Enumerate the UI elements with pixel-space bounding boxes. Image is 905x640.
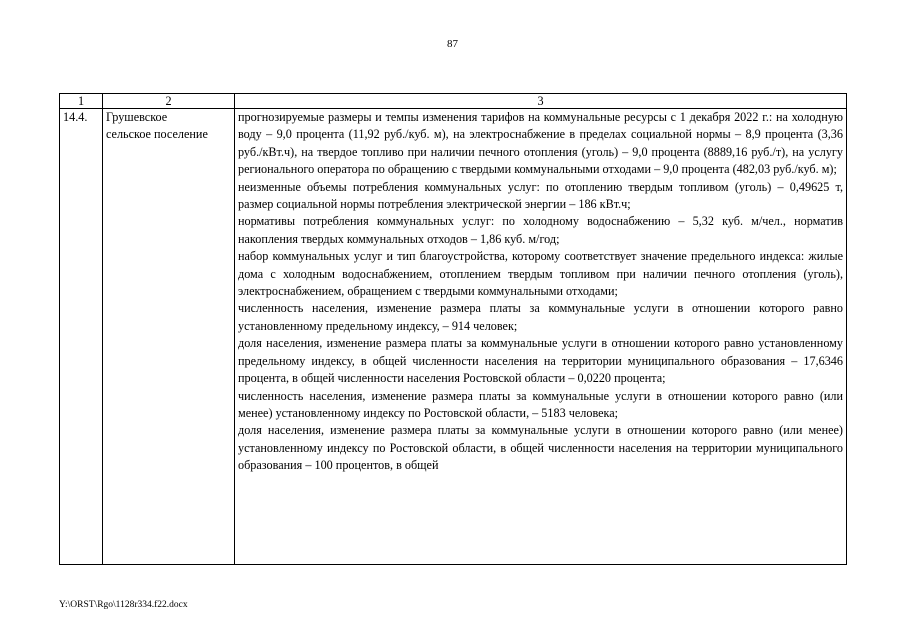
settlement-name-line-2: сельское поселение xyxy=(106,127,208,142)
paragraph-population-count: численность населения, изменение размера платы за коммунальные услуги в отношении которого равно установленному предельному индексу, – 914 человек; xyxy=(238,301,843,333)
document-file-path: Y:\ORST\Rgo\1128r334.f22.docx xyxy=(59,600,188,610)
paragraph-norms: нормативы потребления коммунальных услуг: по холодному водоснабжению – 5,32 куб. м/чел., норматив накопления твердых коммунальных отходов – 1,86 куб. м/год; xyxy=(238,214,843,246)
paragraph-consumption-volumes: неизменные объемы потребления коммунальных услуг: по отоплению твердым топливом (уголь) – 0,49625 т, размер социальной нормы потребления электрической энергии – 186 кВт.ч; xyxy=(238,179,843,212)
header-col-2: 2 xyxy=(103,94,235,109)
paragraph-population-share: доля населения, изменение размера платы за коммунальные услуги в отношении которого равно установленному предельному индексу, в общей численности населения на территории муниципального образования – 17,6346 процента, в общей численности населения Ростовской области – 0,0220 процента; xyxy=(238,336,843,386)
tariff-table xyxy=(59,93,847,565)
description-cell xyxy=(235,109,847,565)
paragraph-population-share-regional: доля населения, изменение размера платы за коммунальные услуги в отношении которого равно (или менее) установленному индексу по Ростовской области, в общей численности населения на территории муниципального образования – 100 процентов, в общей xyxy=(238,423,843,473)
settlement-name xyxy=(103,109,235,565)
paragraph-population-count-regional: численность населения, изменение размера платы за коммунальные услуги в отношении которого равно (или менее) установленному индексу по Ростовской области, – 5183 человека; xyxy=(238,388,843,420)
paragraph-tariffs: прогнозируемые размеры и темпы изменения тарифов на коммунальные ресурсы с 1 декабря 2022 г.: на холодную воду – 9,0 процента (11,92 руб./куб. м), на электроснабжение в пределах социальной нормы – 8,9 процента (3,36 руб./кВт.ч), на твердое топливо при наличии печного отопления (уголь) – 9,0 процента (8889,16 руб./т), на услугу регионального оператора по обращению с твердыми коммунальными отходами – 9,0 процента (482,03 руб./куб. м); xyxy=(238,110,843,177)
page-number: 87 xyxy=(447,38,458,50)
header-col-1: 1 xyxy=(60,94,103,109)
row-number: 14.4. xyxy=(60,109,103,565)
settlement-name-line-1: Грушевское xyxy=(106,110,168,124)
table-row xyxy=(60,109,847,565)
paragraph-services-set: набор коммунальных услуг и тип благоустройства, которому соответствует значение предельного индекса: жилые дома с холодным водоснабжением, отоплением твердым топливом при наличии печного отопления (уголь), электроснабжением, обращением с твердыми коммунальными отходами; xyxy=(238,249,843,299)
header-col-3: 3 xyxy=(235,94,847,109)
table-header-row xyxy=(60,94,847,109)
